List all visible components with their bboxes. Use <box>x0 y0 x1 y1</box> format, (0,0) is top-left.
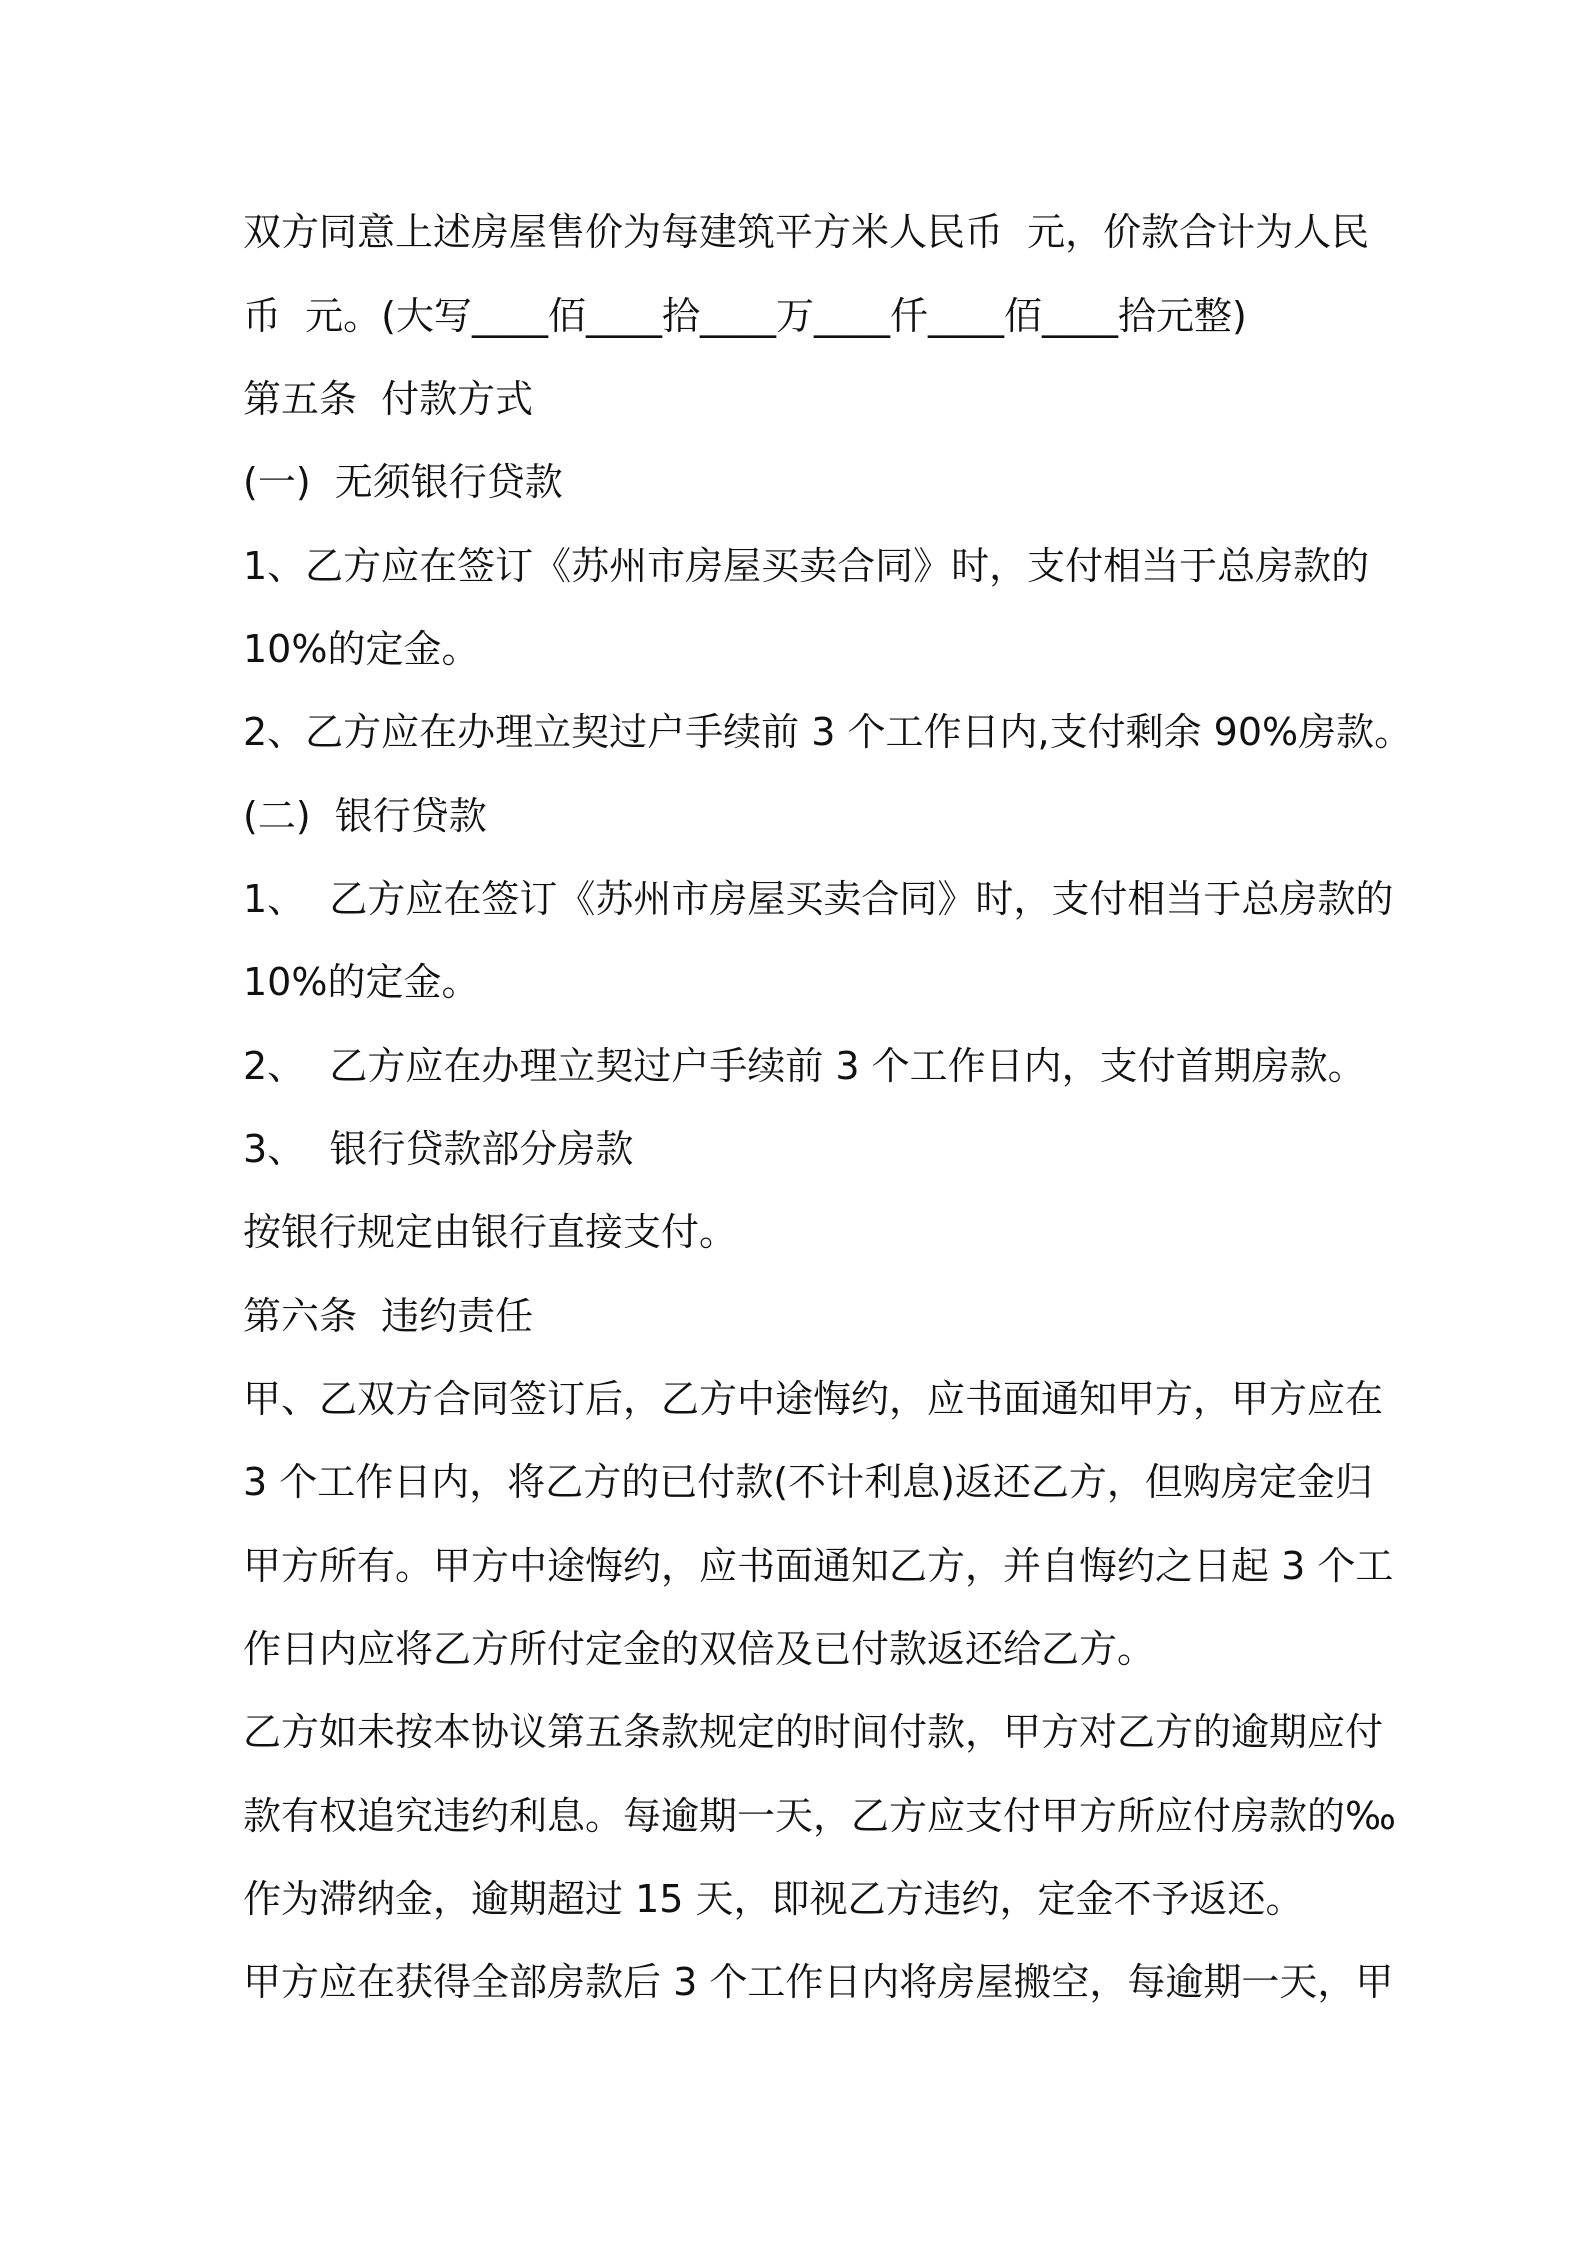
breach-p1-line-4: 作日内应将乙方所付定金的双倍及已付款返还给乙方。 <box>243 1627 1156 1671</box>
section-2-heading: (二) 银行贷款 <box>243 794 487 838</box>
article-6-heading: 第六条 违约责任 <box>243 1294 534 1338</box>
breach-p2-line-1: 乙方如未按本协议第五条款规定的时间付款，甲方对乙方的逾期应付 <box>243 1710 1384 1754</box>
s1-item-1-line-2: 10%的定金。 <box>243 627 480 671</box>
breach-p1-line-1: 甲、乙双方合同签订后，乙方中途悔约，应书面通知甲方，甲方应在 <box>243 1377 1384 1421</box>
article-5-heading: 第五条 付款方式 <box>243 377 534 421</box>
price-line-1: 双方同意上述房屋售价为每建筑平方米人民币 元，价款合计为人民 <box>243 210 1370 254</box>
s1-item-2: 2、乙方应在办理立契过户手续前 3 个工作日内,支付剩余 90%房款。 <box>243 710 1413 754</box>
s2-item-3-detail: 按银行规定由银行直接支付。 <box>243 1210 738 1254</box>
s2-item-3: 3、 银行贷款部分房款 <box>243 1127 634 1171</box>
breach-p3-line-1: 甲方应在获得全部房款后 3 个工作日内将房屋搬空，每逾期一天，甲 <box>243 1960 1394 2004</box>
s2-item-2: 2、 乙方应在办理立契过户手续前 3 个工作日内，支付首期房款。 <box>243 1044 1366 1088</box>
s1-item-1-line-1: 1、乙方应在签订《苏州市房屋买卖合同》时，支付相当于总房款的 <box>243 544 1370 588</box>
price-line-2: 币 元。(大写____佰____拾____万____仟____佰____拾元整) <box>243 294 1247 338</box>
breach-p2-line-2: 款有权追究违约利息。每逾期一天，乙方应支付甲方所应付房款的‰ <box>243 1794 1396 1838</box>
s2-item-1-line-1: 1、 乙方应在签订《苏州市房屋买卖合同》时，支付相当于总房款的 <box>243 877 1394 921</box>
breach-p2-line-3: 作为滞纳金，逾期超过 15 天，即视乙方违约，定金不予返还。 <box>243 1877 1304 1921</box>
section-1-heading: (一) 无须银行贷款 <box>243 460 563 504</box>
breach-p1-line-3: 甲方所有。甲方中途悔约，应书面通知乙方，并自悔约之日起 3 个工 <box>243 1544 1394 1588</box>
breach-p1-line-2: 3 个工作日内，将乙方的已付款(不计利息)返还乙方，但购房定金归 <box>243 1460 1373 1504</box>
s2-item-1-line-2: 10%的定金。 <box>243 960 480 1004</box>
